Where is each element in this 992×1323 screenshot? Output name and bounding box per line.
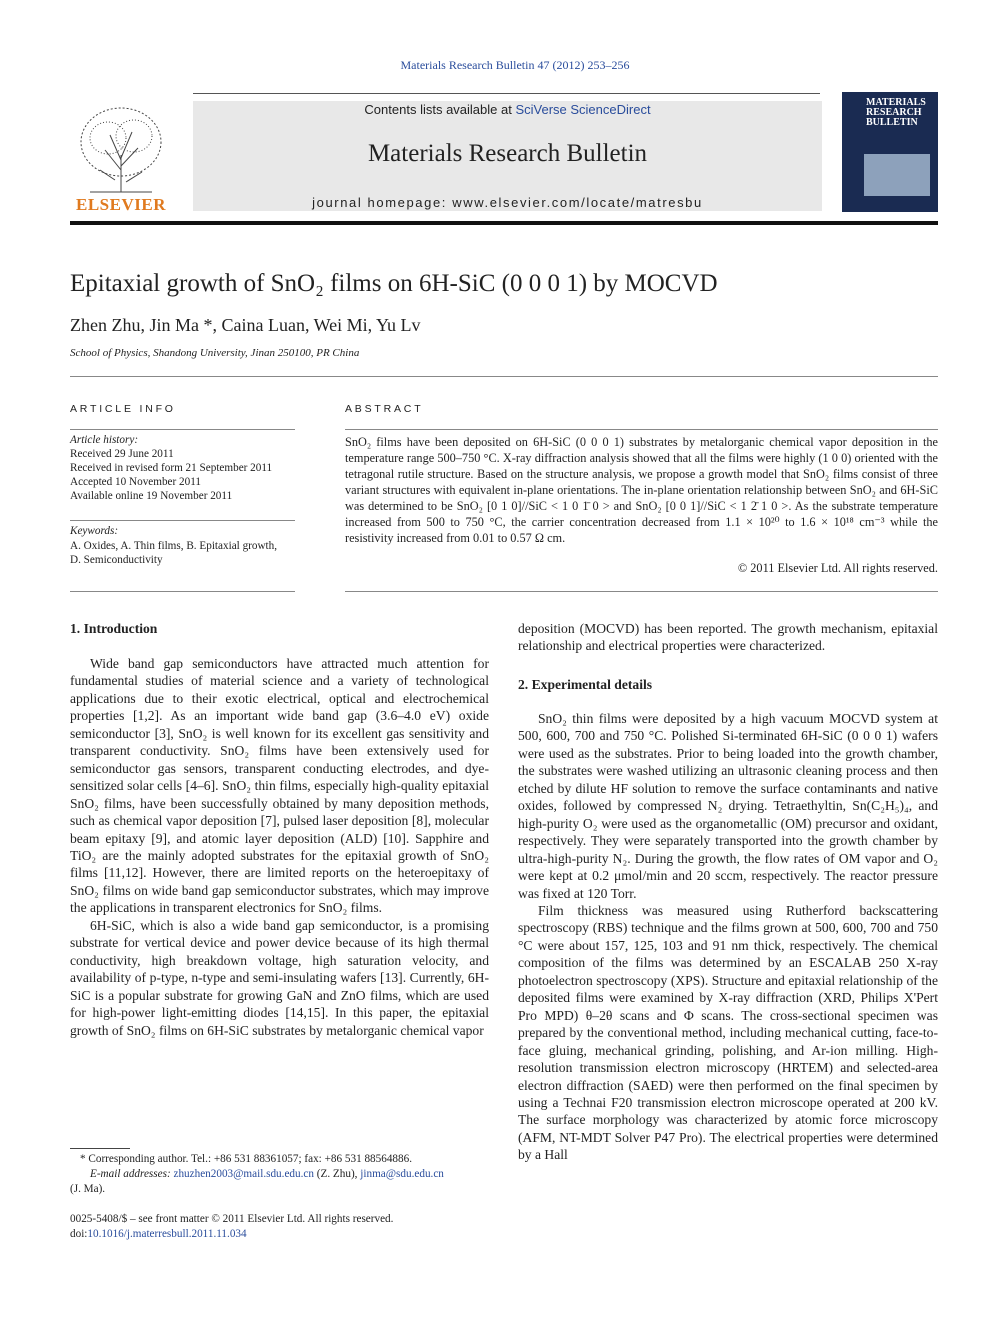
paragraph: SnO₂ thin films were deposited by a high vacuum MOCVD system at 500, 600, 700 and 750 °C. Polished Si-terminated 6H-SiC (0 0 0 1) wafers were used as the substrates. Prior to being loaded into the growth chamber, the substrates were washed utilizing an ultrasonic cleaning process and then etched by dilute HF solution to remove the surface contaminants and native oxides, followed by compressed N₂ drying. Tetraethyltin, Sn(C₂H₅)₄, and high-purity O₂ were used as the organometallic (OM) precursor and oxidant, respectively. They were separately transported into the growth chamber by ultra-high-purity N₂. During the growth, the flow rates of OM vapor and O₂ were kept at 0.2 μmol/min and 20 sccm, respectively. The reactor pressure was fixed at 120 Torr. xyxy=(518,711,938,901)
email-line xyxy=(70,1167,489,1182)
cover-title-line: BULLETIN xyxy=(866,117,918,128)
divider xyxy=(70,520,295,521)
paragraph: Wide band gap semiconductors have attracted much attention for fundamental studies of material science and a variety of technological applications due to their exotic electrical, optical and electrochemical properties [1,2]. As an important wide band gap (3.6–4.0 eV) oxide semiconductor [3], SnO₂ is well known for its excellent gas sensitivity and transparent conductivity. SnO₂ films have been extensively used for semiconductor gas sensors, transparent conducting electrodes, and dye-sensitized solar cells [4–6]. SnO₂ thin films, especially high-quality epitaxial SnO₂ films, have been successfully obtained by many deposition methods, such as chemical vapor deposition [7], pulsed laser deposition [8], molecular beam epitaxy [9], and atomic layer deposition (ALD) [10]. Sapphire and TiO₂ are the mainly adopted substrates for the epitaxial growth of SnO₂ films [11,12]. However, there are limited reports on the heteroepitaxy of SnO₂ films on wide band gap semiconductor substrates, which may improve the applications in transparent electronics for SnO₂ films. xyxy=(70,656,489,916)
corresponding-author: * Corresponding author. Tel.: +86 531 88361057; fax: +86 531 88564886. xyxy=(80,1153,413,1165)
doi-line xyxy=(70,1227,489,1242)
section-heading-introduction xyxy=(70,620,157,637)
issn-line: 0025-5408/$ – see front matter © 2011 Elsevier Ltd. All rights reserved. xyxy=(70,1213,394,1225)
section-title: 2. Experimental details xyxy=(518,677,653,692)
contents-line xyxy=(193,102,822,117)
journal-cover-thumbnail[interactable] xyxy=(842,92,938,212)
contents-prefix: Contents lists available at xyxy=(364,102,516,117)
article-authors: Zhen Zhu, Jin Ma *, Caina Luan, Wei Mi, Yu Lv xyxy=(70,315,421,335)
keywords-label: Keywords: xyxy=(70,525,119,537)
homepage-link[interactable]: www.elsevier.com/locate/matresbu xyxy=(452,195,703,210)
history-item: Received in revised form 21 September 2011 xyxy=(70,462,273,474)
header-thick-rule xyxy=(70,221,938,225)
footnote xyxy=(70,1152,489,1197)
author-affiliation: School of Physics, Shandong University, Jinan 250100, PR China xyxy=(70,347,360,359)
divider xyxy=(345,591,938,592)
keywords xyxy=(70,524,300,568)
abstract-heading: ABSTRACT xyxy=(345,403,424,415)
history-item: Received 29 June 2011 xyxy=(70,448,174,460)
abstract-copyright: © 2011 Elsevier Ltd. All rights reserved. xyxy=(737,561,938,575)
journal-reference[interactable]: Materials Research Bulletin 47 (2012) 253–256 xyxy=(400,58,630,72)
article-info-heading: ARTICLE INFO xyxy=(70,403,176,415)
divider xyxy=(70,429,295,430)
sciencedirect-link[interactable]: SciVerse ScienceDirect xyxy=(515,102,651,117)
email-owner: (J. Ma). xyxy=(70,1183,106,1195)
keyword-line: D. Semiconductivity xyxy=(70,554,163,566)
history-item: Accepted 10 November 2011 xyxy=(70,476,201,488)
divider xyxy=(70,376,938,377)
right-column xyxy=(518,710,938,1164)
email-owner: (Z. Zhu), xyxy=(313,1168,361,1180)
divider xyxy=(70,591,295,592)
section-heading-experimental xyxy=(518,676,652,693)
cover-image xyxy=(864,154,930,196)
cover-title-line: RESEARCH xyxy=(866,107,922,118)
section-title: 1. Introduction xyxy=(70,621,158,636)
article-history xyxy=(70,433,300,503)
paragraph: 6H-SiC, which is also a wide band gap semiconductor, is a promising substrate for vertical device and power device because of its high thermal conductivity, high breakdown voltage, high saturation velocity, and availability of p-type, n-type and semi-insulating wafers [13]. Currently, 6H-SiC is a popular substrate for growing GaN and ZnO films, which are used for high-power light-emitting diodes [14,15]. In this paper, the epitaxial growth of SnO₂ films on 6H-SiC substrates by metalorganic chemical vapor xyxy=(70,917,489,1038)
left-column xyxy=(70,655,489,1039)
email-link[interactable]: zhuzhen2003@mail.sdu.edu.cn xyxy=(173,1168,314,1180)
header-top-rule xyxy=(193,93,820,94)
journal-homepage xyxy=(193,195,822,210)
footnote-rule xyxy=(70,1148,130,1149)
history-label: Article history: xyxy=(70,434,139,446)
keyword-line: A. Oxides, A. Thin films, B. Epitaxial growth, xyxy=(70,539,278,552)
journal-name: Materials Research Bulletin xyxy=(367,140,648,167)
intro-continuation xyxy=(518,620,938,655)
email-label: E-mail addresses: xyxy=(90,1168,174,1180)
doi-link[interactable]: 10.1016/j.materresbull.2011.11.034 xyxy=(87,1228,247,1240)
divider xyxy=(345,429,938,430)
article-title: Epitaxial growth of SnO₂ films on 6H-SiC (0 0 0 1) by MOCVD xyxy=(70,270,718,297)
email-link[interactable]: jinma@sdu.edu.cn xyxy=(360,1168,444,1180)
abstract-text: SnO₂ films have been deposited on 6H-SiC (0 0 0 1) substrates by metalorganic chemical vapor deposition in the temperature range 500–750 °C. X-ray diffraction analysis showed that all the films were highly (1 0 0) oriented with the tetragonal rutile structure. Based on the structure analysis, we propose a growth model that SnO₂ films consist of three variant structures with equivalent in-plane orientations. The in-plane orientation relationship between SnO₂ and 6H-SiC was determined to be SnO₂ [0 1 0]//SiC < 1 0 1̄ 0 > and SnO₂ [0 0 1]//SiC < 1 2̄ 1 0 >. As the substrate temperature increased from 500 to 750 °C, the carrier concentration decreased from 1.1 × 10²⁰ to 1.6 × 10¹⁸ cm⁻³ while the resistivity increased from 0.01 to 0.57 Ω cm. xyxy=(345,435,938,545)
paragraph: Film thickness was measured using Rutherford backscattering spectroscopy (RBS) technique and the films grown at 500, 600, 700 and 750 °C were about 157, 125, 103 and 91 nm thick, respectively. The chemical composition of the films was determined by an ESCALAB 250 X-ray photoelectron spectroscopy (XPS). Structure and epitaxial relationship of the deposited films were examined by X-ray diffraction (XRD, Philips X'Pert Pro MPD) θ–2θ scans and Φ scans. The cross-sectional specimen was prepared by the conventional method, including mechanical cutting, face-to-face gluing, mechanical grinding, polishing, and Ar-ion milling. High-resolution transmission electron microscopy (HRTEM) and selected-area electron diffraction (SAED) were then performed on the final specimen by using a Technai F20 transmission electron microscope operated at 200 kV. The surface morphology was characterized by atomic force microscopy (AFM, NT-MDT Solver P47 Pro). The electrical properties were determined by a Hall xyxy=(518,902,938,1163)
homepage-prefix: journal homepage: xyxy=(312,195,453,210)
elsevier-wordmark: ELSEVIER xyxy=(76,195,166,214)
paragraph: deposition (MOCVD) has been reported. The growth mechanism, epitaxial relationship and electrical properties were characterized. xyxy=(518,621,938,654)
history-item: Available online 19 November 2011 xyxy=(70,490,233,502)
cover-title xyxy=(866,98,926,128)
doi-label: doi: xyxy=(70,1228,88,1240)
front-matter-info xyxy=(70,1212,489,1242)
cover-title-line: MATERIALS xyxy=(866,97,926,108)
